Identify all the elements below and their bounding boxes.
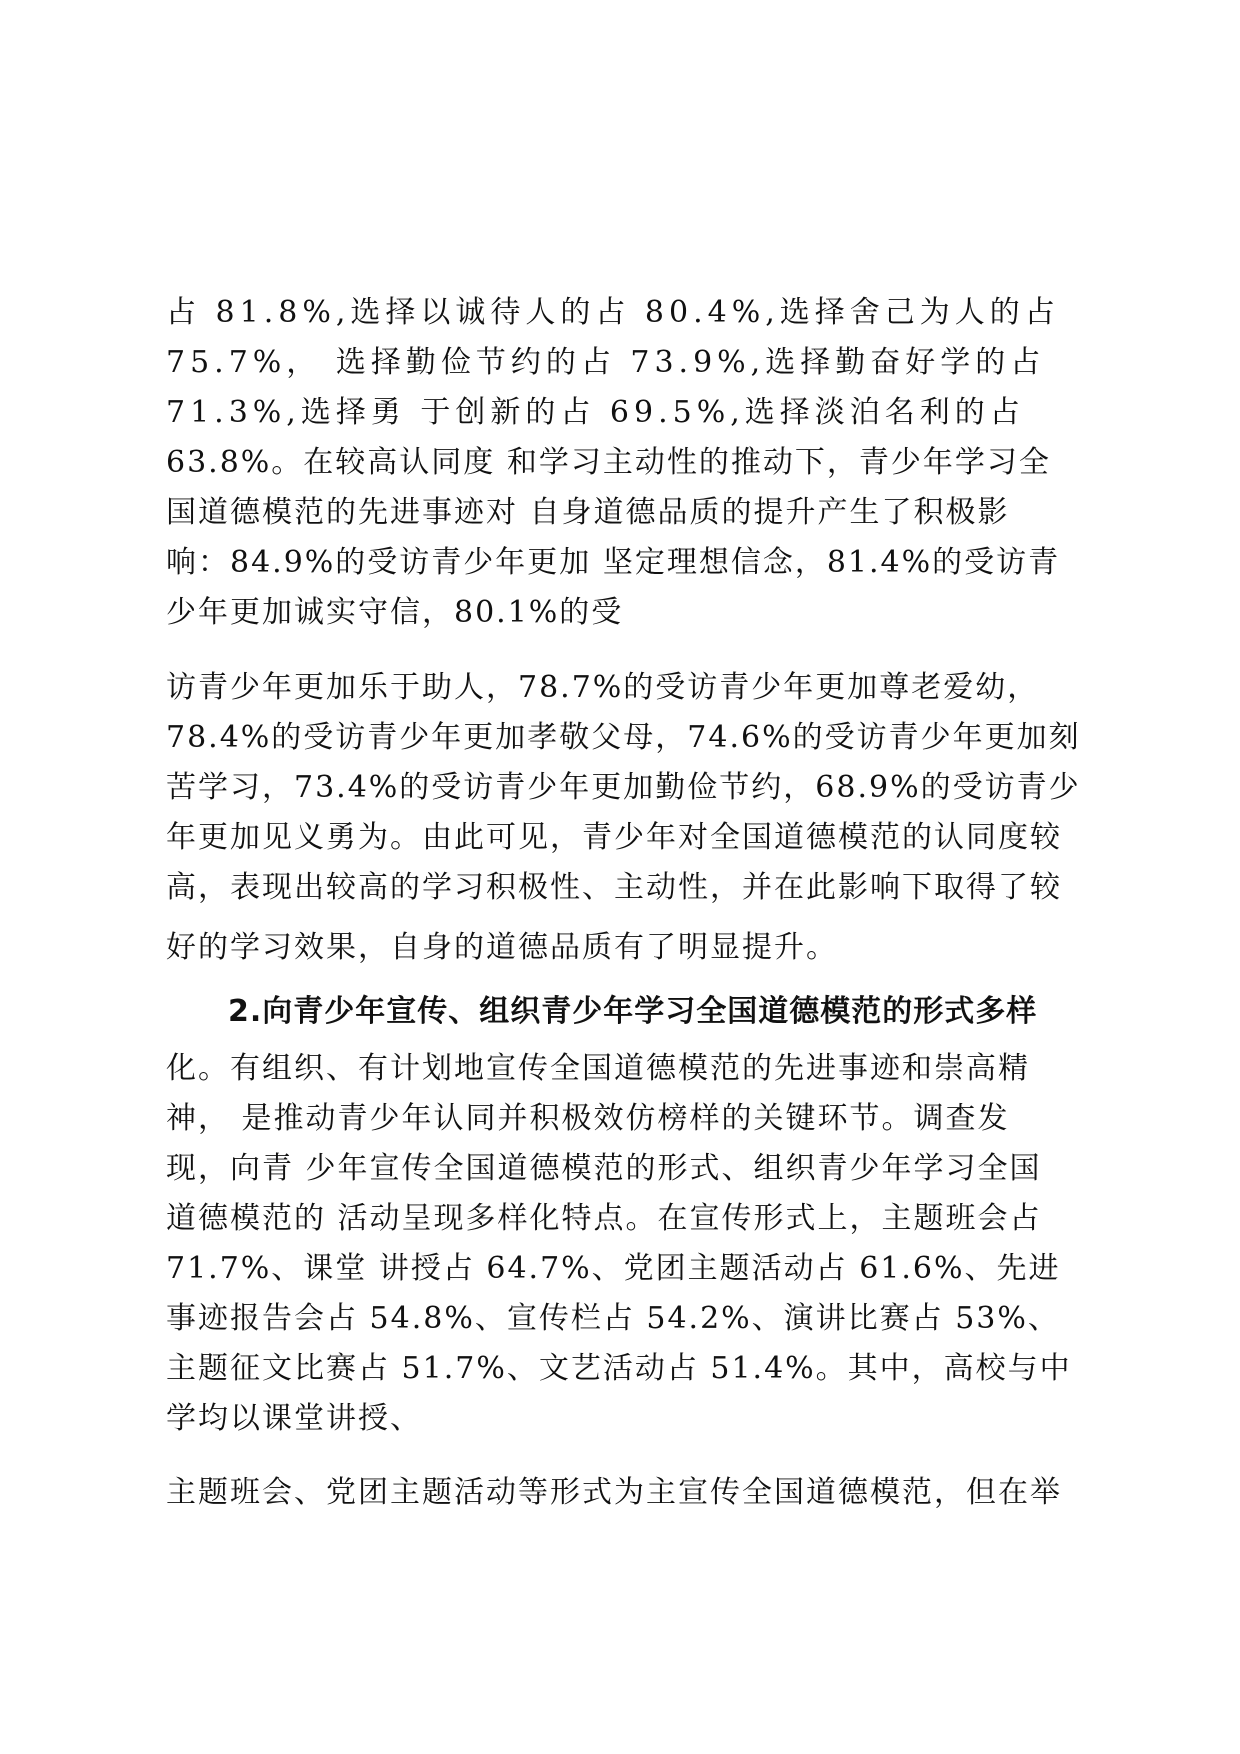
section-heading: 2.向青少年宣传、组织青少年学习全国道德模范的形式多样 (228, 994, 1038, 1029)
text-line: 神， 是推动青少年认同并积极效仿榜样的关键环节。调查发 (166, 1101, 1010, 1136)
text-line: 主题班会、党团主题活动等形式为主宣传全国道德模范，但在举 (166, 1475, 1062, 1510)
text-line: 响：84.9%的受访青少年更加 坚定理想信念，81.4%的受访青 (166, 545, 1061, 580)
text-line: 75.7%， 选择勤俭节约的占 73.9%,选择勤奋好学的占 (166, 345, 1046, 380)
text-line: 71.7%、课堂 讲授占 64.7%、党团主题活动占 61.6%、先进 (166, 1251, 1061, 1286)
text-line: 年更加见义勇为。由此可见，青少年对全国道德模范的认同度较 (166, 820, 1062, 855)
text-line: 化。有组织、有计划地宣传全国道德模范的先进事迹和崇高精 (166, 1051, 1030, 1086)
text-line: 78.4%的受访青少年更加孝敬父母，74.6%的受访青少年更加刻 (166, 720, 1081, 755)
text-line: 少年更加诚实守信，80.1%的受 (166, 595, 624, 630)
text-line: 主题征文比赛占 51.7%、文艺活动占 51.4%。其中，高校与中 (166, 1351, 1072, 1386)
text-line: 63.8%。在较高认同度 和学习主动性的推动下，青少年学习全 (166, 445, 1051, 480)
text-line: 访青少年更加乐于助人，78.7%的受访青少年更加尊老爱幼， (166, 670, 1040, 705)
text-line: 71.3%,选择勇 于创新的占 69.5%,选择淡泊名利的占 (166, 395, 1025, 430)
text-line: 好的学习效果，自身的道德品质有了明显提升。 (166, 930, 838, 965)
text-line: 苦学习，73.4%的受访青少年更加勤俭节约，68.9%的受访青少 (166, 770, 1081, 805)
text-line: 事迹报告会占 54.8%、宣传栏占 54.2%、演讲比赛占 53%、 (166, 1301, 1060, 1336)
text-line: 道德模范的 活动呈现多样化特点。在宣传形式上，主题班会占 (166, 1201, 1042, 1236)
text-line: 学均以课堂讲授、 (166, 1401, 422, 1436)
text-line: 现，向青 少年宣传全国道德模范的形式、组织青少年学习全国 (166, 1151, 1042, 1186)
text-line: 国道德模范的先进事迹对 自身道德品质的提升产生了积极影 (166, 495, 1010, 530)
text-line: 高，表现出较高的学习积极性、主动性，并在此影响下取得了较 (166, 870, 1062, 905)
text-line: 占 81.8%,选择以诚待人的占 80.4%,选择舍己为人的占 (166, 295, 1060, 330)
